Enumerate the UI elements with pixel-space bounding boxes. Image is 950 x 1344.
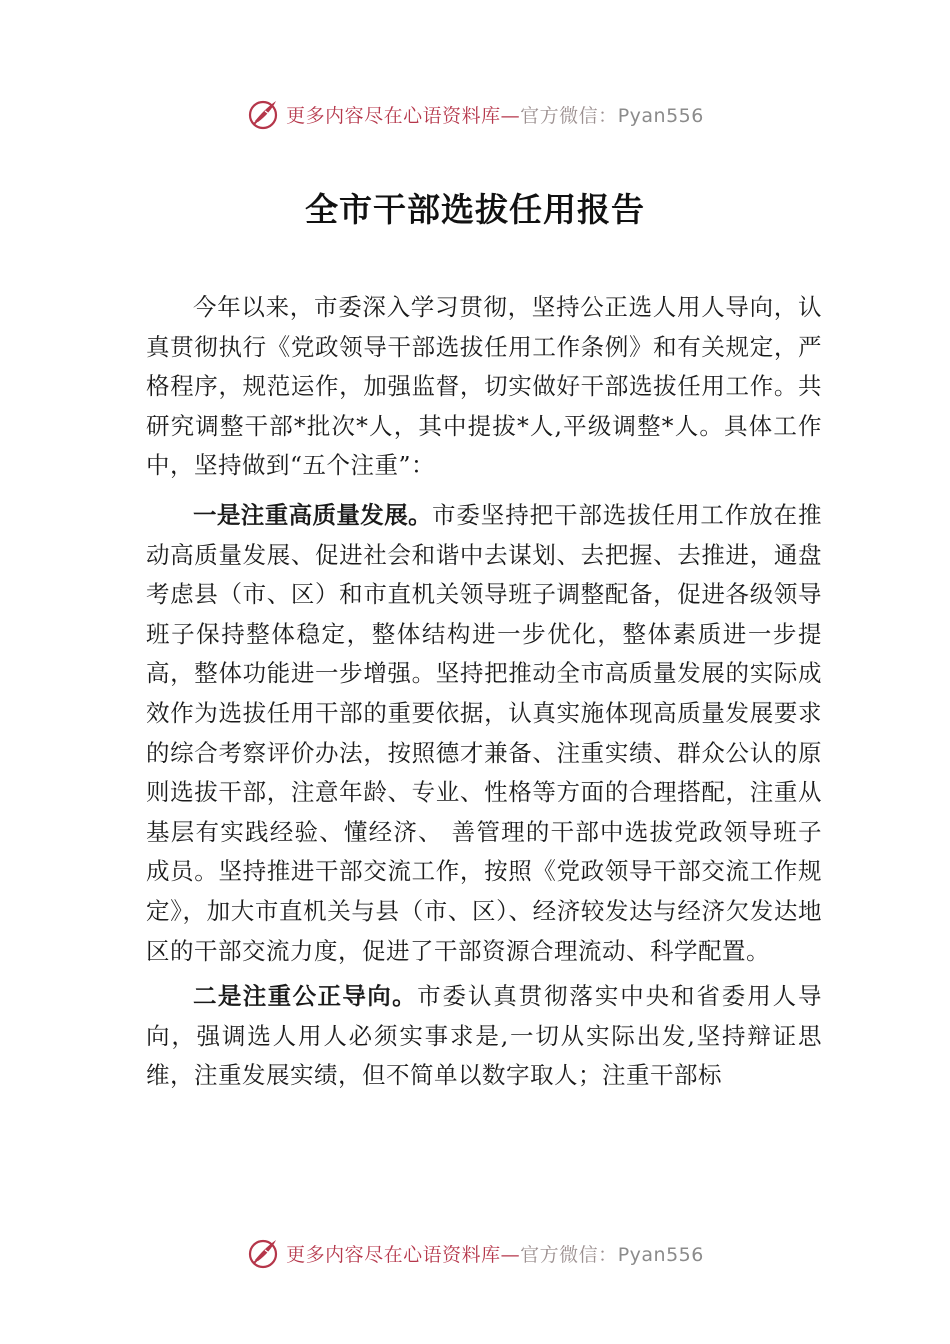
quill-logo-icon <box>246 1236 280 1270</box>
paragraph: 二是注重公正导向。市委认真贯彻落实中央和省委用人导向，强调选人用人必须实事求是,一切从实际出发,坚持辩证思维，注重发展实绩，但不简单以数字取人；注重干部标 <box>146 982 822 1090</box>
header-banner <box>0 94 950 134</box>
paragraph: 今年以来，市委深入学习贯彻，坚持公正选人用人导向，认真贯彻执行《党政领导干部选拔任用工作条例》和有关规定，严格程序，规范运作，加强监督，切实做好干部选拔任用工作。共研究调整干部*批次*人，其中提拔*人,平级调整*人。具体工作中，坚持做到“五个注重”： <box>146 293 822 480</box>
wechat-id: Pyan556 <box>617 104 704 127</box>
paragraph-lead: 一是注重高质量发展。 <box>193 500 432 529</box>
document-title: 全市干部选拔任用报告 <box>305 190 645 229</box>
paragraph: 一是注重高质量发展。市委坚持把干部选拔任用工作放在推动高质量发展、促进社会和谐中去谋划、去把握、去推进，通盘考虑县（市、区）和市直机关领导班子调整配备，促进各级领导班子保持整体稳定，整体结构进一步优化，整体素质进一步提高，整体功能进一步增强。坚持把推动全市高质量发展的实际成效作为选拔任用干部的重要依据，认真实施体现高质量发展要求的综合考察评价办法，按照德才兼备、注重实绩、群众公认的原则选拔干部，注意年龄、专业、性格等方面的合理搭配，注重从基层有实践经验、懂经济、 善管理的干部中选拔党政领导班子成员。坚持推进干部交流工作，按照《党政领导干部交流工作规定》，加大市直机关与县（市、区）、经济较发达与经济欠发达地区的干部交流力度，促进了干部资源合理流动、科学配置。 <box>146 500 822 965</box>
banner-text: 更多内容尽在心语资料库—官方微信：Pyan556 <box>286 104 704 127</box>
wechat-label: 官方微信： <box>520 1243 618 1266</box>
quill-logo-icon <box>246 97 280 131</box>
banner-text: 更多内容尽在心语资料库—官方微信：Pyan556 <box>286 1243 704 1266</box>
paragraph-lead: 二是注重公正导向。 <box>193 982 418 1011</box>
document-body <box>146 288 822 1102</box>
wechat-label: 官方微信： <box>520 104 618 127</box>
footer-banner <box>0 1233 950 1273</box>
wechat-id: Pyan556 <box>617 1243 704 1266</box>
